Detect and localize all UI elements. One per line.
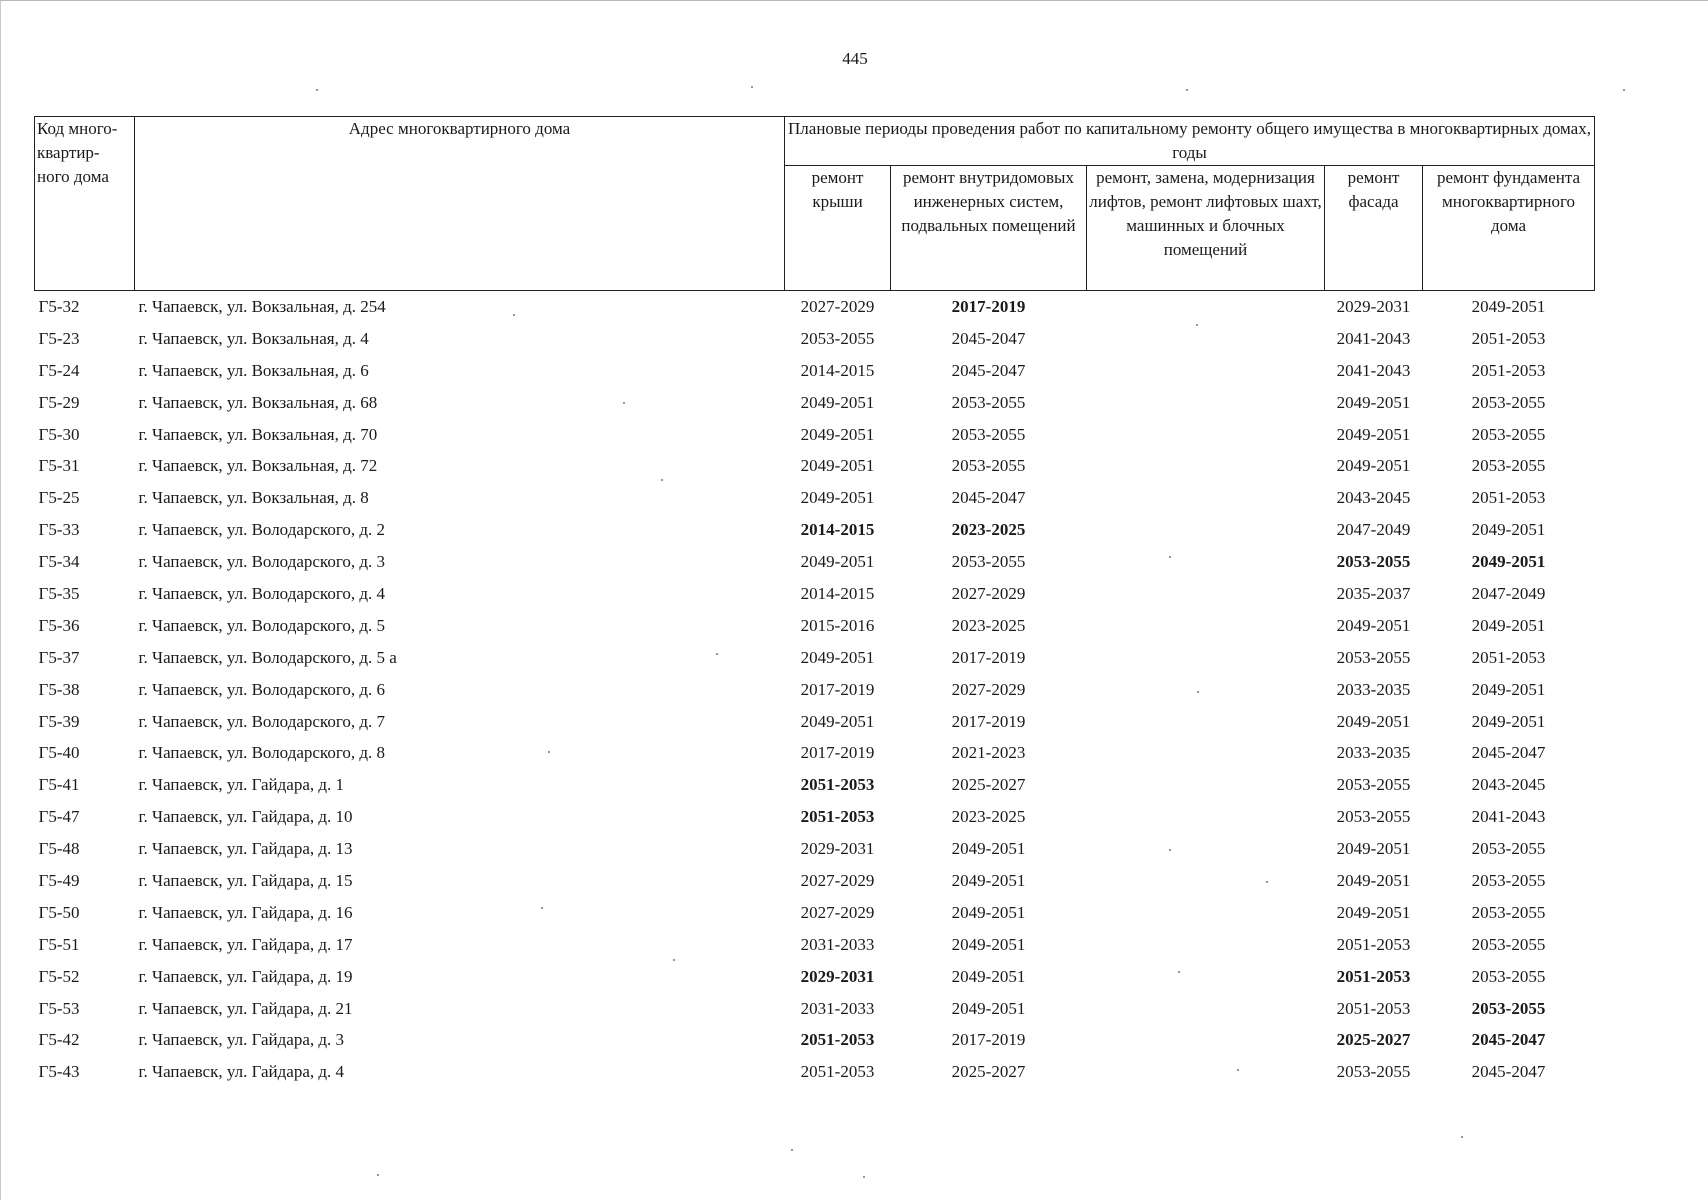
table-row	[35, 387, 1595, 419]
cell-code: Г5-51	[38, 934, 80, 954]
header-facade: ремонт фасада	[1325, 166, 1423, 291]
cell-roof: 2051-2053	[800, 807, 875, 827]
cell-facade: 2049-2051	[1336, 456, 1411, 476]
cell-foundation: 2051-2053	[1471, 647, 1546, 667]
cell-systems: 2023-2025	[951, 615, 1026, 635]
cell-lifts	[1087, 674, 1325, 706]
cell-facade: 2051-2053	[1336, 934, 1411, 954]
cell-address: г. Чапаевск, ул. Гайдара, д. 21	[138, 998, 353, 1018]
table-row	[35, 291, 1595, 323]
cell-systems: 2025-2027	[951, 775, 1026, 795]
cell-lifts	[1087, 450, 1325, 482]
cell-facade: 2053-2055	[1336, 807, 1411, 827]
cell-address: г. Чапаевск, ул. Гайдара, д. 1	[138, 775, 345, 795]
cell-lifts	[1087, 801, 1325, 833]
cell-lifts	[1087, 419, 1325, 451]
cell-roof: 2031-2033	[800, 998, 875, 1018]
cell-facade: 2043-2045	[1336, 488, 1411, 508]
header-address: Адрес многоквартирного дома	[135, 117, 785, 291]
cell-facade: 2033-2035	[1336, 743, 1411, 763]
cell-facade: 2049-2051	[1336, 424, 1411, 444]
table-row	[35, 801, 1595, 833]
table-row	[35, 578, 1595, 610]
cell-systems: 2049-2051	[951, 870, 1026, 890]
cell-systems: 2045-2047	[951, 360, 1026, 380]
page-number: 445	[842, 49, 868, 68]
cell-address: г. Чапаевск, ул. Вокзальная, д. 70	[138, 424, 378, 444]
cell-foundation: 2051-2053	[1471, 360, 1546, 380]
cell-foundation: 2053-2055	[1471, 902, 1546, 922]
header-periods: Плановые периоды проведения работ по капитальному ремонту общего имущества в многоквартирных домах, годы	[785, 117, 1595, 166]
cell-facade: 2053-2055	[1336, 552, 1411, 572]
cell-roof: 2049-2051	[800, 392, 875, 412]
cell-foundation: 2049-2051	[1471, 520, 1546, 540]
cell-code: Г5-36	[38, 615, 80, 635]
header-code: Код много-квартир-ного дома	[35, 117, 135, 291]
table-row	[35, 514, 1595, 546]
cell-code: Г5-42	[38, 1030, 80, 1050]
cell-address: г. Чапаевск, ул. Вокзальная, д. 4	[138, 328, 369, 348]
table-header	[35, 117, 1595, 291]
cell-address: г. Чапаевск, ул. Володарского, д. 5 а	[138, 647, 397, 667]
cell-facade: 2047-2049	[1336, 520, 1411, 540]
cell-systems: 2049-2051	[951, 902, 1026, 922]
cell-facade: 2033-2035	[1336, 679, 1411, 699]
cell-address: г. Чапаевск, ул. Гайдара, д. 15	[138, 870, 353, 890]
cell-systems: 2049-2051	[951, 966, 1026, 986]
table-row	[35, 355, 1595, 387]
cell-facade: 2035-2037	[1336, 583, 1411, 603]
cell-code: Г5-49	[38, 870, 80, 890]
cell-code: Г5-47	[38, 807, 80, 827]
capital-repair-table	[34, 116, 1595, 1088]
cell-facade: 2041-2043	[1336, 328, 1411, 348]
table-row	[35, 961, 1595, 993]
cell-lifts	[1087, 865, 1325, 897]
cell-lifts	[1087, 706, 1325, 738]
cell-facade: 2053-2055	[1336, 1062, 1411, 1082]
cell-roof: 2029-2031	[800, 839, 875, 859]
cell-lifts	[1087, 355, 1325, 387]
cell-roof: 2049-2051	[800, 711, 875, 731]
cell-lifts	[1087, 387, 1325, 419]
cell-address: г. Чапаевск, ул. Гайдара, д. 16	[138, 902, 353, 922]
cell-lifts	[1087, 1056, 1325, 1088]
cell-roof: 2049-2051	[800, 647, 875, 667]
table-row	[35, 833, 1595, 865]
cell-foundation: 2053-2055	[1471, 870, 1546, 890]
cell-systems: 2049-2051	[951, 998, 1026, 1018]
cell-code: Г5-50	[38, 902, 80, 922]
cell-address: г. Чапаевск, ул. Вокзальная, д. 68	[138, 392, 378, 412]
table-row	[35, 323, 1595, 355]
cell-facade: 2053-2055	[1336, 775, 1411, 795]
cell-lifts	[1087, 546, 1325, 578]
cell-address: г. Чапаевск, ул. Вокзальная, д. 8	[138, 488, 369, 508]
cell-code: Г5-23	[38, 328, 80, 348]
cell-facade: 2049-2051	[1336, 615, 1411, 635]
cell-foundation: 2053-2055	[1471, 456, 1546, 476]
cell-facade: 2029-2031	[1336, 296, 1411, 316]
cell-systems: 2017-2019	[951, 647, 1026, 667]
cell-address: г. Чапаевск, ул. Володарского, д. 7	[138, 711, 386, 731]
cell-code: Г5-30	[38, 424, 80, 444]
cell-systems: 2023-2025	[951, 807, 1026, 827]
cell-facade: 2049-2051	[1336, 870, 1411, 890]
cell-lifts	[1087, 737, 1325, 769]
cell-systems: 2017-2019	[951, 711, 1026, 731]
cell-roof: 2015-2016	[800, 615, 875, 635]
cell-systems: 2053-2055	[951, 552, 1026, 572]
cell-facade: 2049-2051	[1336, 711, 1411, 731]
cell-lifts	[1087, 929, 1325, 961]
header-systems: ремонт внутридомовых инженерных систем, подвальных помещений	[891, 166, 1087, 291]
cell-foundation: 2053-2055	[1471, 392, 1546, 412]
cell-address: г. Чапаевск, ул. Гайдара, д. 4	[138, 1062, 345, 1082]
cell-roof: 2027-2029	[800, 870, 875, 890]
cell-address: г. Чапаевск, ул. Вокзальная, д. 254	[138, 296, 386, 316]
cell-code: Г5-53	[38, 998, 80, 1018]
cell-lifts	[1087, 993, 1325, 1025]
table-row	[35, 610, 1595, 642]
cell-code: Г5-32	[38, 296, 80, 316]
cell-foundation: 2053-2055	[1471, 839, 1546, 859]
table-row	[35, 993, 1595, 1025]
cell-systems: 2027-2029	[951, 583, 1026, 603]
table-body	[35, 291, 1595, 1089]
cell-code: Г5-31	[38, 456, 80, 476]
cell-facade: 2051-2053	[1336, 998, 1411, 1018]
cell-lifts	[1087, 897, 1325, 929]
cell-lifts	[1087, 514, 1325, 546]
cell-roof: 2049-2051	[800, 456, 875, 476]
cell-roof: 2017-2019	[800, 743, 875, 763]
table-row	[35, 865, 1595, 897]
cell-code: Г5-41	[38, 775, 80, 795]
cell-lifts	[1087, 769, 1325, 801]
cell-lifts	[1087, 833, 1325, 865]
cell-foundation: 2053-2055	[1471, 998, 1546, 1018]
cell-facade: 2051-2053	[1336, 966, 1411, 986]
cell-lifts	[1087, 578, 1325, 610]
table-row	[35, 769, 1595, 801]
cell-roof: 2017-2019	[800, 679, 875, 699]
cell-roof: 2029-2031	[800, 966, 875, 986]
cell-foundation: 2049-2051	[1471, 552, 1546, 572]
cell-code: Г5-25	[38, 488, 80, 508]
cell-facade: 2041-2043	[1336, 360, 1411, 380]
cell-roof: 2051-2053	[800, 1030, 875, 1050]
cell-code: Г5-38	[38, 679, 80, 699]
cell-roof: 2014-2015	[800, 583, 875, 603]
cell-lifts	[1087, 642, 1325, 674]
cell-systems: 2049-2051	[951, 839, 1026, 859]
cell-facade: 2049-2051	[1336, 392, 1411, 412]
cell-roof: 2027-2029	[800, 902, 875, 922]
cell-code: Г5-29	[38, 392, 80, 412]
table-row	[35, 482, 1595, 514]
cell-roof: 2051-2053	[800, 1062, 875, 1082]
cell-code: Г5-39	[38, 711, 80, 731]
cell-foundation: 2045-2047	[1471, 743, 1546, 763]
cell-code: Г5-34	[38, 552, 80, 572]
table-row	[35, 674, 1595, 706]
cell-lifts	[1087, 961, 1325, 993]
cell-address: г. Чапаевск, ул. Вокзальная, д. 6	[138, 360, 369, 380]
cell-address: г. Чапаевск, ул. Гайдара, д. 17	[138, 934, 353, 954]
cell-systems: 2027-2029	[951, 679, 1026, 699]
cell-systems: 2017-2019	[951, 296, 1026, 316]
cell-facade: 2025-2027	[1336, 1030, 1411, 1050]
cell-address: г. Чапаевск, ул. Гайдара, д. 19	[138, 966, 353, 986]
header-roof: ремонт крыши	[785, 166, 891, 291]
cell-roof: 2031-2033	[800, 934, 875, 954]
table-row	[35, 897, 1595, 929]
cell-foundation: 2053-2055	[1471, 934, 1546, 954]
cell-address: г. Чапаевск, ул. Володарского, д. 3	[138, 552, 386, 572]
cell-roof: 2049-2051	[800, 488, 875, 508]
cell-foundation: 2049-2051	[1471, 615, 1546, 635]
cell-code: Г5-33	[38, 520, 80, 540]
cell-systems: 2025-2027	[951, 1062, 1026, 1082]
cell-address: г. Чапаевск, ул. Володарского, д. 8	[138, 743, 386, 763]
table-row	[35, 419, 1595, 451]
cell-lifts	[1087, 610, 1325, 642]
cell-roof: 2014-2015	[800, 360, 875, 380]
cell-foundation: 2051-2053	[1471, 488, 1546, 508]
cell-systems: 2049-2051	[951, 934, 1026, 954]
cell-address: г. Чапаевск, ул. Володарского, д. 5	[138, 615, 386, 635]
cell-systems: 2045-2047	[951, 328, 1026, 348]
cell-foundation: 2045-2047	[1471, 1030, 1546, 1050]
cell-systems: 2045-2047	[951, 488, 1026, 508]
cell-roof: 2051-2053	[800, 775, 875, 795]
cell-foundation: 2047-2049	[1471, 583, 1546, 603]
cell-lifts	[1087, 291, 1325, 323]
cell-address: г. Чапаевск, ул. Володарского, д. 6	[138, 679, 386, 699]
cell-systems: 2053-2055	[951, 424, 1026, 444]
cell-address: г. Чапаевск, ул. Гайдара, д. 3	[138, 1030, 345, 1050]
cell-roof: 2027-2029	[800, 296, 875, 316]
cell-foundation: 2053-2055	[1471, 966, 1546, 986]
cell-roof: 2053-2055	[800, 328, 875, 348]
table-row	[35, 929, 1595, 961]
cell-address: г. Чапаевск, ул. Гайдара, д. 13	[138, 839, 353, 859]
cell-foundation: 2051-2053	[1471, 328, 1546, 348]
cell-lifts	[1087, 482, 1325, 514]
cell-facade: 2053-2055	[1336, 647, 1411, 667]
cell-roof: 2049-2051	[800, 552, 875, 572]
cell-systems: 2017-2019	[951, 1030, 1026, 1050]
cell-code: Г5-48	[38, 839, 80, 859]
table-row	[35, 1024, 1595, 1056]
cell-foundation: 2053-2055	[1471, 424, 1546, 444]
cell-roof: 2014-2015	[800, 520, 875, 540]
cell-systems: 2023-2025	[951, 520, 1026, 540]
cell-systems: 2021-2023	[951, 743, 1026, 763]
cell-foundation: 2041-2043	[1471, 807, 1546, 827]
header-foundation: ремонт фундамента многоквартирного дома	[1423, 166, 1595, 291]
cell-address: г. Чапаевск, ул. Володарского, д. 2	[138, 520, 386, 540]
cell-systems: 2053-2055	[951, 392, 1026, 412]
table-row	[35, 737, 1595, 769]
cell-lifts	[1087, 1024, 1325, 1056]
cell-roof: 2049-2051	[800, 424, 875, 444]
cell-facade: 2049-2051	[1336, 839, 1411, 859]
cell-foundation: 2045-2047	[1471, 1062, 1546, 1082]
cell-foundation: 2049-2051	[1471, 296, 1546, 316]
cell-code: Г5-37	[38, 647, 80, 667]
table-row	[35, 642, 1595, 674]
cell-code: Г5-40	[38, 743, 80, 763]
cell-address: г. Чапаевск, ул. Володарского, д. 4	[138, 583, 386, 603]
cell-code: Г5-52	[38, 966, 80, 986]
cell-code: Г5-43	[38, 1062, 80, 1082]
table-row	[35, 1056, 1595, 1088]
cell-foundation: 2049-2051	[1471, 711, 1546, 731]
table-row	[35, 450, 1595, 482]
header-lifts: ремонт, замена, модернизация лифтов, ремонт лифтовых шахт, машинных и блочных помещений	[1087, 166, 1325, 291]
cell-systems: 2053-2055	[951, 456, 1026, 476]
cell-lifts	[1087, 323, 1325, 355]
table-row	[35, 706, 1595, 738]
table-row	[35, 546, 1595, 578]
cell-address: г. Чапаевск, ул. Вокзальная, д. 72	[138, 456, 378, 476]
cell-foundation: 2049-2051	[1471, 679, 1546, 699]
cell-foundation: 2043-2045	[1471, 775, 1546, 795]
cell-code: Г5-24	[38, 360, 80, 380]
cell-address: г. Чапаевск, ул. Гайдара, д. 10	[138, 807, 353, 827]
cell-facade: 2049-2051	[1336, 902, 1411, 922]
cell-code: Г5-35	[38, 583, 80, 603]
